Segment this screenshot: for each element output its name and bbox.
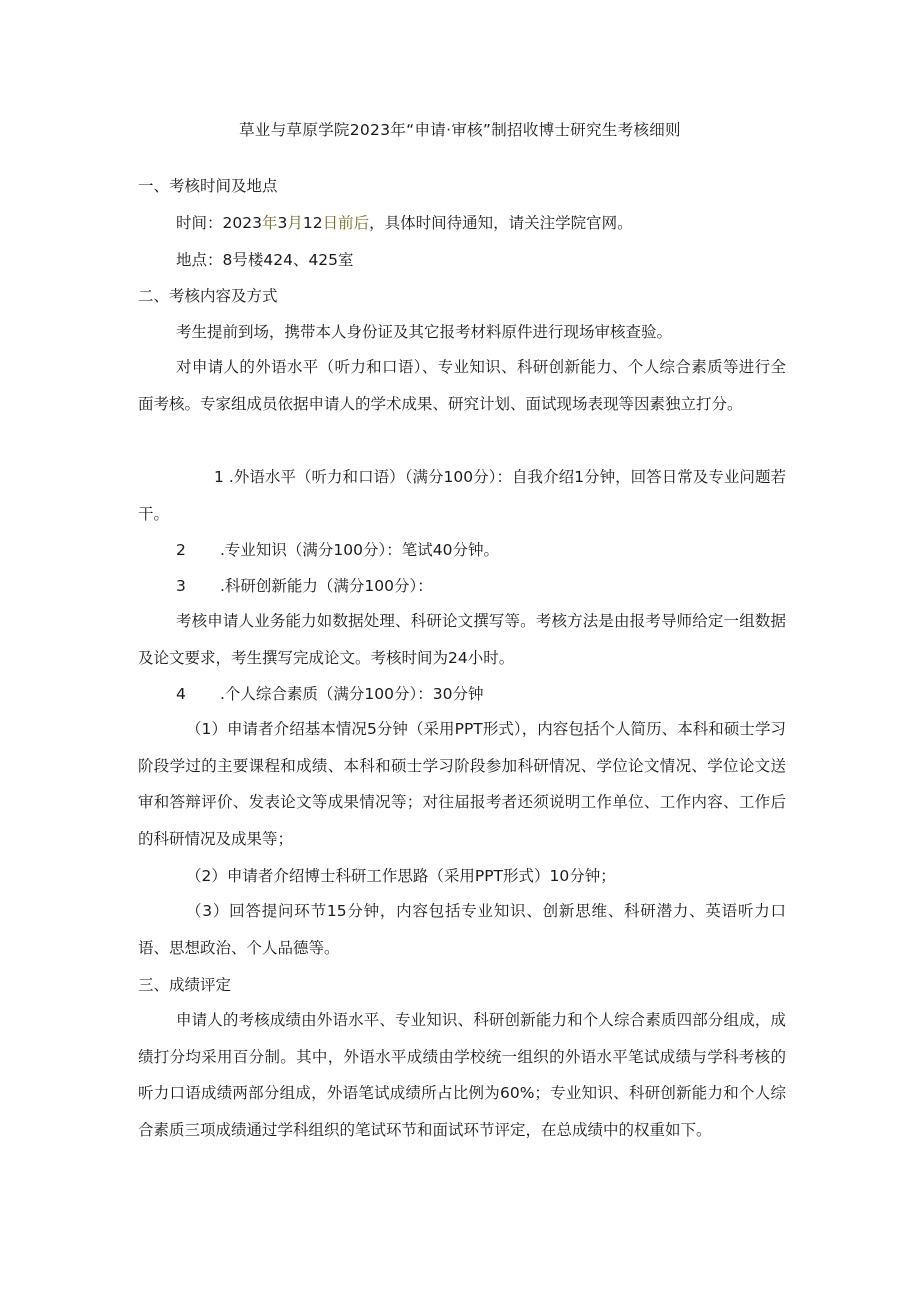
section-2-heading: 二、考核内容及方式 [138,287,278,305]
time-suffix: ，具体时间待通知，请关注学院官网。 [369,214,633,232]
section-3-heading: 三、成绩评定 [138,976,232,994]
item-4-text: .个人综合素质（满分100分）：30分钟 [220,685,484,703]
sub-item-1: （1）申请者介绍基本情况5分钟（采用PPT形式），内容包括个人简历、本科和硕士学习阶段学过的主要课程和成绩、本科和硕士学习阶段参加科研情况、学位论文情况、学位论文送审和答辩评价、发表论文等成果情况等；对往届报考者还须说明工作单位、工作内容、工作后的科研情况及成果等； [138,720,786,848]
time-month-value: 3 [277,214,288,232]
sub-item-3: （3）回答提问环节15分钟，内容包括专业知识、创新思维、科研潜力、英语听力口语、思想政治、个人品德等。 [138,902,786,957]
item-2-text: .专业知识（满分100分）：笔试40分钟。 [220,541,499,559]
item-1-text: .外语水平（听力和口语）（满分100分）：自我介绍1分钟，回答日常及专业问题若干。 [138,468,786,523]
time-year-label: 年 [261,214,278,232]
item-3-description: 考核申请人业务能力如数据处理、科研论文撰写等。考核方法是由报考导师给定一组数据及论文要求，考生撰写完成论文。考核时间为24小时。 [138,612,786,667]
item-2 [176,540,499,560]
time-day-label: 日前后 [322,214,370,232]
exam-time-line [176,213,633,233]
time-day-value: 12 [302,214,323,232]
item-4 [176,684,484,704]
item-4-number: 4 [176,685,186,703]
item-1-number: 1 [214,468,224,486]
exam-place-line: 地点：8号楼424、425室 [176,251,354,269]
time-prefix: 时间：2023 [176,214,262,232]
item-3-number: 3 [176,577,186,595]
item-2-number: 2 [176,541,186,559]
section-2-paragraph-1: 考生提前到场，携带本人身份证及其它报考材料原件进行现场审核查验。 [176,323,673,341]
sub-item-2: （2）申请者介绍博士科研工作思路（采用PPT形式）10分钟； [186,867,616,885]
section-3-paragraph-1: 申请人的考核成绩由外语水平、专业知识、科研创新能力和个人综合素质四部分组成，成绩打分均采用百分制。其中，外语水平成绩由学校统一组织的外语水平笔试成绩与学科考核的听力口语成绩两部分组成，外语笔试成绩所占比例为60%；专业知识、科研创新能力和个人综合素质三项成绩通过学科组织的笔试环节和面试环节评定，在总成绩中的权重如下。 [138,1011,786,1139]
time-month-label: 月 [287,214,303,232]
item-3 [176,576,433,596]
document-title: 草业与草原学院2023年“申请·审核”制招收博士研究生考核细则 [239,121,681,139]
section-2-paragraph-2: 对申请人的外语水平（听力和口语）、专业知识、科研创新能力、个人综合素质等进行全面考核。专家组成员依据申请人的学术成果、研究计划、面试现场表现等因素独立打分。 [138,358,786,413]
item-1 [138,459,786,532]
section-1-heading: 一、考核时间及地点 [138,177,278,195]
item-3-text: .科研创新能力（满分100分）： [220,577,433,595]
